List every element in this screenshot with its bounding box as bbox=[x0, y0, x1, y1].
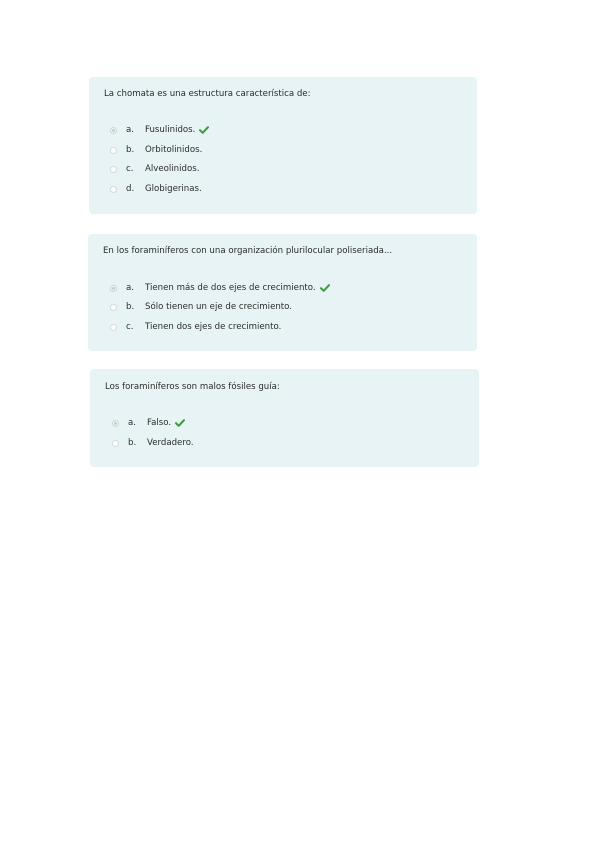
check-icon bbox=[199, 126, 209, 134]
option-d[interactable] bbox=[110, 183, 202, 195]
option-b[interactable] bbox=[112, 437, 194, 449]
option-label: Alveolinidos. bbox=[145, 164, 200, 174]
question-card-2 bbox=[88, 234, 477, 351]
option-a[interactable] bbox=[112, 417, 185, 429]
option-label: Fusulinidos. bbox=[145, 125, 196, 135]
option-letter: c. bbox=[126, 322, 134, 332]
option-letter: d. bbox=[126, 184, 135, 194]
option-label: Tienen dos ejes de crecimiento. bbox=[145, 322, 282, 332]
option-letter: a. bbox=[128, 418, 136, 428]
option-label: Falso. bbox=[147, 418, 172, 428]
radio-button[interactable] bbox=[110, 147, 117, 154]
option-letter: a. bbox=[126, 125, 134, 135]
option-label: Globigerinas. bbox=[145, 184, 202, 194]
radio-button[interactable] bbox=[110, 285, 117, 292]
question-text: Los foraminíferos son malos fósiles guía: bbox=[105, 382, 280, 392]
question-text: En los foraminíferos con una organización plurilocular poliseriada... bbox=[103, 246, 393, 256]
option-b[interactable] bbox=[110, 301, 292, 313]
check-icon bbox=[175, 419, 185, 427]
option-b[interactable] bbox=[110, 144, 202, 156]
option-letter: b. bbox=[128, 438, 137, 448]
question-card-3 bbox=[90, 369, 479, 467]
check-icon bbox=[320, 284, 330, 292]
option-a[interactable] bbox=[110, 124, 209, 136]
radio-button[interactable] bbox=[110, 127, 117, 134]
radio-button[interactable] bbox=[112, 420, 119, 427]
question-text: La chomata es una estructura característica de: bbox=[104, 89, 311, 99]
radio-button[interactable] bbox=[112, 440, 119, 447]
option-label: Orbitolinidos. bbox=[145, 145, 203, 155]
option-label: Verdadero. bbox=[147, 438, 194, 448]
option-c[interactable] bbox=[110, 321, 281, 333]
radio-button[interactable] bbox=[110, 186, 117, 193]
option-letter: a. bbox=[126, 283, 134, 293]
question-card-1 bbox=[89, 77, 477, 214]
option-letter: b. bbox=[126, 302, 135, 312]
option-letter: b. bbox=[126, 145, 135, 155]
option-letter: c. bbox=[126, 164, 134, 174]
option-label: Tienen más de dos ejes de crecimiento. bbox=[145, 283, 316, 293]
radio-button[interactable] bbox=[110, 324, 117, 331]
option-label: Sólo tienen un eje de crecimiento. bbox=[145, 302, 293, 312]
radio-button[interactable] bbox=[110, 304, 117, 311]
option-a[interactable] bbox=[110, 282, 330, 294]
option-c[interactable] bbox=[110, 163, 199, 175]
radio-button[interactable] bbox=[110, 166, 117, 173]
